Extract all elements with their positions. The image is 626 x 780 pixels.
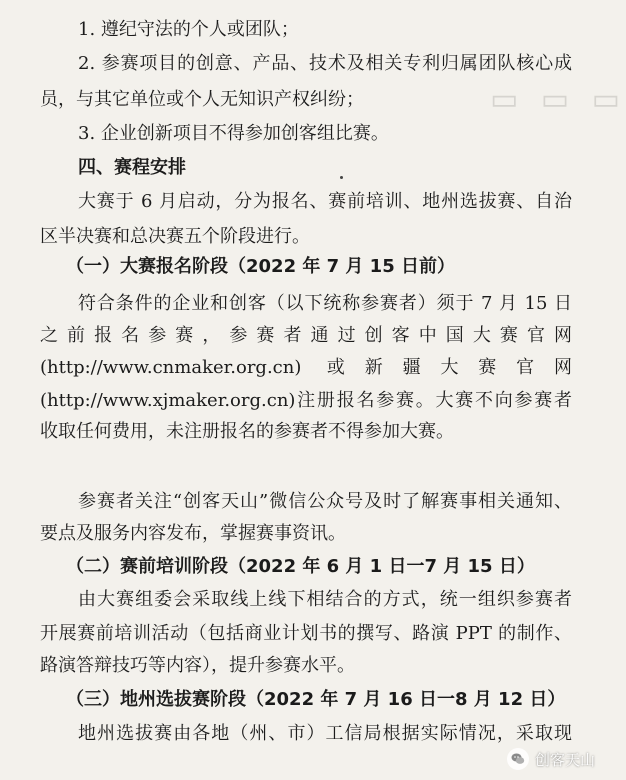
phase-heading: （二）赛前培训阶段（2022 年 6 月 1 日一7 月 15 日） — [66, 556, 535, 577]
text-line: 开展赛前培训活动（包括商业计划书的撰写、路演 PPT 的制作、 — [40, 623, 572, 644]
bleed-through-shape: ▭ ▭ ▭ — [490, 82, 626, 117]
text-line: 地州选拔赛由各地（州、市）工信局根据实际情况，采取现 — [78, 723, 572, 744]
text-line: 3. 企业创新项目不得参加创客组比赛。 — [78, 123, 389, 144]
wechat-icon — [507, 748, 529, 770]
text-line: (http://www.cnmaker.org.cn) 或新疆大赛官网 — [40, 357, 572, 378]
text-line: 要点及服务内容发布，掌握赛事资讯。 — [40, 523, 346, 544]
text-line: 区半决赛和总决赛五个阶段进行。 — [40, 226, 310, 247]
text-line: 收取任何费用，未注册报名的参赛者不得参加大赛。 — [40, 421, 454, 442]
watermark-text: 创客天山 — [534, 750, 595, 769]
text-line: 由大赛组委会采取线上线下相结合的方式，统一组织参赛者 — [78, 589, 572, 610]
phase-heading: （三）地州选拔赛阶段（2022 年 7 月 16 日一8 月 12 日） — [66, 689, 566, 710]
text-line: 路演答辩技巧等内容），提升参赛水平。 — [40, 655, 355, 676]
text-line: 2. 参赛项目的创意、产品、技术及相关专利归属团队核心成 — [78, 53, 572, 74]
phase-heading: （一）大赛报名阶段（2022 年 7 月 15 日前） — [66, 256, 456, 277]
text-line: 之前报名参赛，参赛者通过创客中国大赛官网 — [40, 325, 572, 346]
speck — [340, 176, 343, 179]
text-line: 参赛者关注“创客天山”微信公众号及时了解赛事相关通知、 — [78, 491, 572, 512]
text-line: 大赛于 6 月启动，分为报名、赛前培训、地州选拔赛、自治 — [78, 191, 572, 212]
text-line: (http://www.xjmaker.org.cn)注册报名参赛。大赛不向参赛者 — [40, 390, 572, 411]
text-line: 符合条件的企业和创客（以下统称参赛者）须于 7 月 15 日 — [78, 293, 572, 314]
watermark — [507, 748, 595, 770]
text-line: 员，与其它单位或个人无知识产权纠纷； — [40, 89, 364, 110]
section-heading: 四、赛程安排 — [78, 157, 186, 178]
text-line: 1. 遵纪守法的个人或团队； — [78, 19, 299, 40]
